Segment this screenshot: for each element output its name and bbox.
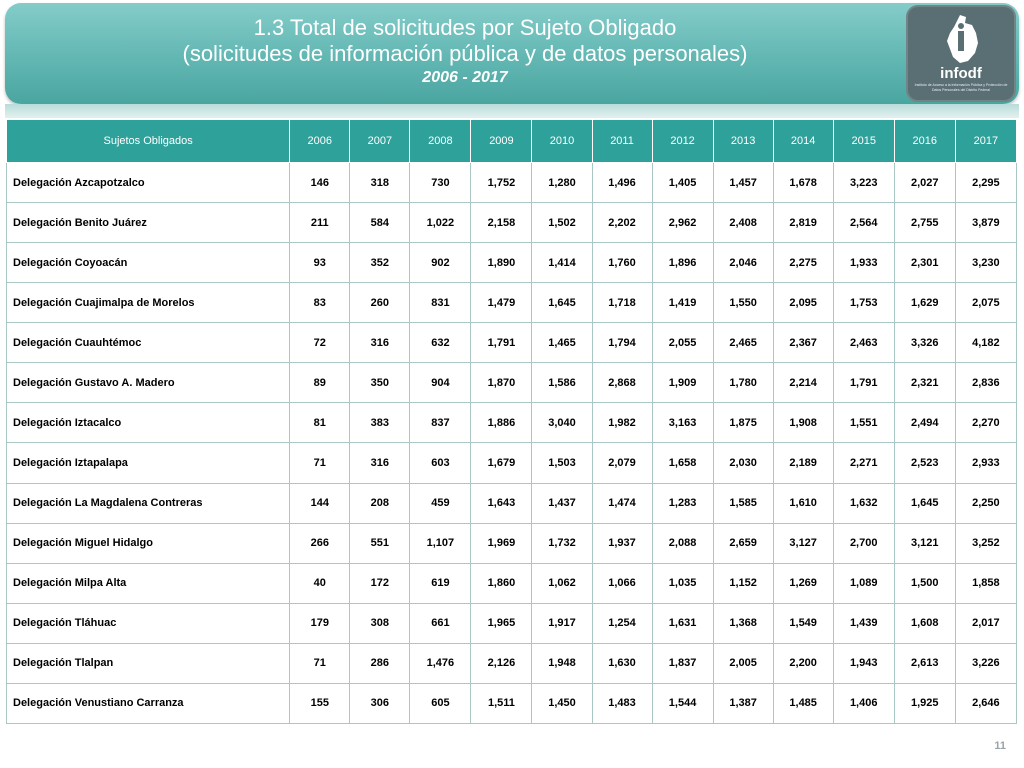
request-count-cell: 1,917 <box>532 603 592 643</box>
request-count-cell: 1,925 <box>894 683 955 723</box>
column-header-year: 2009 <box>471 120 532 163</box>
request-count-cell: 1,035 <box>652 563 713 603</box>
table-row <box>7 443 1017 483</box>
request-count-cell: 1,496 <box>592 163 652 203</box>
table-row <box>7 603 1017 643</box>
request-count-cell: 1,406 <box>833 683 894 723</box>
request-count-cell: 2,613 <box>894 643 955 683</box>
request-count-cell: 2,189 <box>773 443 833 483</box>
column-header-year: 2015 <box>833 120 894 163</box>
request-count-cell: 2,700 <box>833 523 894 563</box>
request-count-cell: 1,875 <box>713 403 773 443</box>
slide-title <box>25 15 905 89</box>
request-count-cell: 308 <box>350 603 410 643</box>
table-row <box>7 363 1017 403</box>
request-count-cell: 1,283 <box>652 483 713 523</box>
request-count-cell: 1,450 <box>532 683 592 723</box>
request-count-cell: 1,502 <box>532 203 592 243</box>
request-count-cell: 1,937 <box>592 523 652 563</box>
request-count-cell: 3,040 <box>532 403 592 443</box>
request-count-cell: 1,254 <box>592 603 652 643</box>
request-count-cell: 661 <box>410 603 471 643</box>
request-count-cell: 904 <box>410 363 471 403</box>
request-count-cell: 1,632 <box>833 483 894 523</box>
request-count-cell: 1,858 <box>955 563 1016 603</box>
request-count-cell: 1,066 <box>592 563 652 603</box>
request-count-cell: 1,503 <box>532 443 592 483</box>
table-header-row <box>7 120 1017 163</box>
request-count-cell: 2,962 <box>652 203 713 243</box>
title-line-1: 1.3 Total de solicitudes por Sujeto Obligado <box>253 15 677 40</box>
request-count-cell: 1,107 <box>410 523 471 563</box>
request-count-cell: 383 <box>350 403 410 443</box>
request-count-cell: 1,022 <box>410 203 471 243</box>
request-count-cell: 2,214 <box>773 363 833 403</box>
request-count-cell: 1,485 <box>773 683 833 723</box>
request-count-cell: 1,645 <box>894 483 955 523</box>
request-count-cell: 632 <box>410 323 471 363</box>
request-count-cell: 1,909 <box>652 363 713 403</box>
request-count-cell: 1,419 <box>652 283 713 323</box>
request-count-cell: 2,250 <box>955 483 1016 523</box>
request-count-cell: 2,646 <box>955 683 1016 723</box>
subject-name-cell: Delegación Iztapalapa <box>7 443 290 483</box>
request-count-cell: 2,200 <box>773 643 833 683</box>
request-count-cell: 1,837 <box>652 643 713 683</box>
request-count-cell: 2,301 <box>894 243 955 283</box>
request-count-cell: 1,643 <box>471 483 532 523</box>
request-count-cell: 316 <box>350 323 410 363</box>
request-count-cell: 1,550 <box>713 283 773 323</box>
request-count-cell: 1,387 <box>713 683 773 723</box>
request-count-cell: 40 <box>290 563 350 603</box>
request-count-cell: 2,046 <box>713 243 773 283</box>
request-count-cell: 144 <box>290 483 350 523</box>
request-count-cell: 551 <box>350 523 410 563</box>
request-count-cell: 1,479 <box>471 283 532 323</box>
logo-wordmark: infodf <box>940 65 982 82</box>
page-number: 11 <box>994 740 1006 752</box>
request-count-cell: 831 <box>410 283 471 323</box>
request-count-cell: 260 <box>350 283 410 323</box>
request-count-cell: 1,152 <box>713 563 773 603</box>
request-count-cell: 1,886 <box>471 403 532 443</box>
request-count-cell: 2,523 <box>894 443 955 483</box>
request-count-cell: 2,367 <box>773 323 833 363</box>
column-header-subject: Sujetos Obligados <box>7 120 290 163</box>
request-count-cell: 2,295 <box>955 163 1016 203</box>
header-divider <box>5 104 1019 118</box>
request-count-cell: 2,463 <box>833 323 894 363</box>
request-count-cell: 3,230 <box>955 243 1016 283</box>
request-count-cell: 83 <box>290 283 350 323</box>
request-count-cell: 3,252 <box>955 523 1016 563</box>
request-count-cell: 1,982 <box>592 403 652 443</box>
request-count-cell: 1,780 <box>713 363 773 403</box>
request-count-cell: 2,075 <box>955 283 1016 323</box>
request-count-cell: 2,017 <box>955 603 1016 643</box>
subject-name-cell: Delegación La Magdalena Contreras <box>7 483 290 523</box>
table-row <box>7 643 1017 683</box>
request-count-cell: 316 <box>350 443 410 483</box>
request-count-cell: 1,760 <box>592 243 652 283</box>
request-count-cell: 1,269 <box>773 563 833 603</box>
subject-name-cell: Delegación Milpa Alta <box>7 563 290 603</box>
request-count-cell: 208 <box>350 483 410 523</box>
request-count-cell: 1,549 <box>773 603 833 643</box>
request-count-cell: 266 <box>290 523 350 563</box>
request-count-cell: 2,494 <box>894 403 955 443</box>
request-count-cell: 1,870 <box>471 363 532 403</box>
request-count-cell: 1,718 <box>592 283 652 323</box>
table-row <box>7 163 1017 203</box>
request-count-cell: 2,270 <box>955 403 1016 443</box>
mexico-city-map-logo-icon <box>942 13 982 65</box>
request-count-cell: 603 <box>410 443 471 483</box>
request-count-cell: 1,965 <box>471 603 532 643</box>
request-count-cell: 459 <box>410 483 471 523</box>
request-count-cell: 2,755 <box>894 203 955 243</box>
request-count-cell: 1,753 <box>833 283 894 323</box>
request-count-cell: 2,275 <box>773 243 833 283</box>
column-header-year: 2013 <box>713 120 773 163</box>
column-header-year: 2008 <box>410 120 471 163</box>
column-header-year: 2007 <box>350 120 410 163</box>
requests-table <box>6 119 1017 724</box>
request-count-cell: 2,659 <box>713 523 773 563</box>
request-count-cell: 1,610 <box>773 483 833 523</box>
request-count-cell: 93 <box>290 243 350 283</box>
table-row <box>7 483 1017 523</box>
request-count-cell: 3,127 <box>773 523 833 563</box>
request-count-cell: 1,645 <box>532 283 592 323</box>
request-count-cell: 2,933 <box>955 443 1016 483</box>
request-count-cell: 1,457 <box>713 163 773 203</box>
subject-name-cell: Delegación Cuajimalpa de Morelos <box>7 283 290 323</box>
request-count-cell: 1,439 <box>833 603 894 643</box>
table-row <box>7 403 1017 443</box>
infodf-logo <box>906 5 1016 102</box>
request-count-cell: 2,202 <box>592 203 652 243</box>
request-count-cell: 3,326 <box>894 323 955 363</box>
request-count-cell: 72 <box>290 323 350 363</box>
request-count-cell: 1,586 <box>532 363 592 403</box>
request-count-cell: 2,030 <box>713 443 773 483</box>
request-count-cell: 1,943 <box>833 643 894 683</box>
request-count-cell: 4,182 <box>955 323 1016 363</box>
request-count-cell: 1,414 <box>532 243 592 283</box>
request-count-cell: 318 <box>350 163 410 203</box>
request-count-cell: 2,027 <box>894 163 955 203</box>
request-count-cell: 2,819 <box>773 203 833 243</box>
column-header-year: 2011 <box>592 120 652 163</box>
request-count-cell: 2,408 <box>713 203 773 243</box>
request-count-cell: 3,163 <box>652 403 713 443</box>
request-count-cell: 1,752 <box>471 163 532 203</box>
request-count-cell: 2,836 <box>955 363 1016 403</box>
subject-name-cell: Delegación Miguel Hidalgo <box>7 523 290 563</box>
title-line-2: (solicitudes de información pública y de datos personales) <box>182 41 748 66</box>
request-count-cell: 2,055 <box>652 323 713 363</box>
request-count-cell: 71 <box>290 643 350 683</box>
request-count-cell: 1,791 <box>833 363 894 403</box>
request-count-cell: 172 <box>350 563 410 603</box>
request-count-cell: 1,678 <box>773 163 833 203</box>
request-count-cell: 286 <box>350 643 410 683</box>
request-count-cell: 3,226 <box>955 643 1016 683</box>
request-count-cell: 1,474 <box>592 483 652 523</box>
request-count-cell: 1,544 <box>652 683 713 723</box>
request-count-cell: 1,630 <box>592 643 652 683</box>
table-row <box>7 203 1017 243</box>
request-count-cell: 1,629 <box>894 283 955 323</box>
column-header-year: 2017 <box>955 120 1016 163</box>
request-count-cell: 902 <box>410 243 471 283</box>
table-row <box>7 563 1017 603</box>
subject-name-cell: Delegación Iztacalco <box>7 403 290 443</box>
request-count-cell: 1,437 <box>532 483 592 523</box>
table-row <box>7 243 1017 283</box>
subject-name-cell: Delegación Coyoacán <box>7 243 290 283</box>
request-count-cell: 1,679 <box>471 443 532 483</box>
request-count-cell: 179 <box>290 603 350 643</box>
subject-name-cell: Delegación Tláhuac <box>7 603 290 643</box>
request-count-cell: 155 <box>290 683 350 723</box>
request-count-cell: 1,089 <box>833 563 894 603</box>
title-banner <box>5 3 1019 104</box>
request-count-cell: 1,732 <box>532 523 592 563</box>
request-count-cell: 1,658 <box>652 443 713 483</box>
subject-name-cell: Delegación Gustavo A. Madero <box>7 363 290 403</box>
request-count-cell: 352 <box>350 243 410 283</box>
request-count-cell: 1,465 <box>532 323 592 363</box>
request-count-cell: 306 <box>350 683 410 723</box>
request-count-cell: 1,948 <box>532 643 592 683</box>
logo-subtext: Instituto de Acceso a la Información Pública y Protección de Datos Personales del Distrito Federal <box>914 83 1008 92</box>
request-count-cell: 2,079 <box>592 443 652 483</box>
request-count-cell: 1,551 <box>833 403 894 443</box>
request-count-cell: 730 <box>410 163 471 203</box>
request-count-cell: 605 <box>410 683 471 723</box>
title-year-range: 2006 - 2017 <box>422 69 508 86</box>
table-row <box>7 523 1017 563</box>
request-count-cell: 2,005 <box>713 643 773 683</box>
request-count-cell: 2,321 <box>894 363 955 403</box>
request-count-cell: 2,158 <box>471 203 532 243</box>
column-header-year: 2006 <box>290 120 350 163</box>
request-count-cell: 1,908 <box>773 403 833 443</box>
request-count-cell: 2,126 <box>471 643 532 683</box>
request-count-cell: 2,088 <box>652 523 713 563</box>
request-count-cell: 146 <box>290 163 350 203</box>
request-count-cell: 2,095 <box>773 283 833 323</box>
column-header-year: 2016 <box>894 120 955 163</box>
request-count-cell: 2,564 <box>833 203 894 243</box>
table-row <box>7 283 1017 323</box>
request-count-cell: 584 <box>350 203 410 243</box>
request-count-cell: 1,890 <box>471 243 532 283</box>
request-count-cell: 1,062 <box>532 563 592 603</box>
request-count-cell: 1,860 <box>471 563 532 603</box>
table-row <box>7 323 1017 363</box>
request-count-cell: 1,631 <box>652 603 713 643</box>
request-count-cell: 1,608 <box>894 603 955 643</box>
column-header-year: 2010 <box>532 120 592 163</box>
subject-name-cell: Delegación Tlalpan <box>7 643 290 683</box>
subject-name-cell: Delegación Venustiano Carranza <box>7 683 290 723</box>
request-count-cell: 1,969 <box>471 523 532 563</box>
request-count-cell: 2,868 <box>592 363 652 403</box>
request-count-cell: 81 <box>290 403 350 443</box>
request-count-cell: 1,483 <box>592 683 652 723</box>
request-count-cell: 1,500 <box>894 563 955 603</box>
request-count-cell: 837 <box>410 403 471 443</box>
request-count-cell: 211 <box>290 203 350 243</box>
request-count-cell: 350 <box>350 363 410 403</box>
request-count-cell: 1,791 <box>471 323 532 363</box>
request-count-cell: 1,476 <box>410 643 471 683</box>
request-count-cell: 3,879 <box>955 203 1016 243</box>
column-header-year: 2012 <box>652 120 713 163</box>
request-count-cell: 89 <box>290 363 350 403</box>
request-count-cell: 1,933 <box>833 243 894 283</box>
request-count-cell: 619 <box>410 563 471 603</box>
request-count-cell: 1,405 <box>652 163 713 203</box>
request-count-cell: 2,465 <box>713 323 773 363</box>
request-count-cell: 1,585 <box>713 483 773 523</box>
table-row <box>7 683 1017 723</box>
request-count-cell: 1,896 <box>652 243 713 283</box>
subject-name-cell: Delegación Benito Juárez <box>7 203 290 243</box>
request-count-cell: 2,271 <box>833 443 894 483</box>
request-count-cell: 71 <box>290 443 350 483</box>
subject-name-cell: Delegación Cuauhtémoc <box>7 323 290 363</box>
request-count-cell: 1,280 <box>532 163 592 203</box>
subject-name-cell: Delegación Azcapotzalco <box>7 163 290 203</box>
column-header-year: 2014 <box>773 120 833 163</box>
request-count-cell: 3,121 <box>894 523 955 563</box>
request-count-cell: 3,223 <box>833 163 894 203</box>
request-count-cell: 1,511 <box>471 683 532 723</box>
request-count-cell: 1,368 <box>713 603 773 643</box>
request-count-cell: 1,794 <box>592 323 652 363</box>
